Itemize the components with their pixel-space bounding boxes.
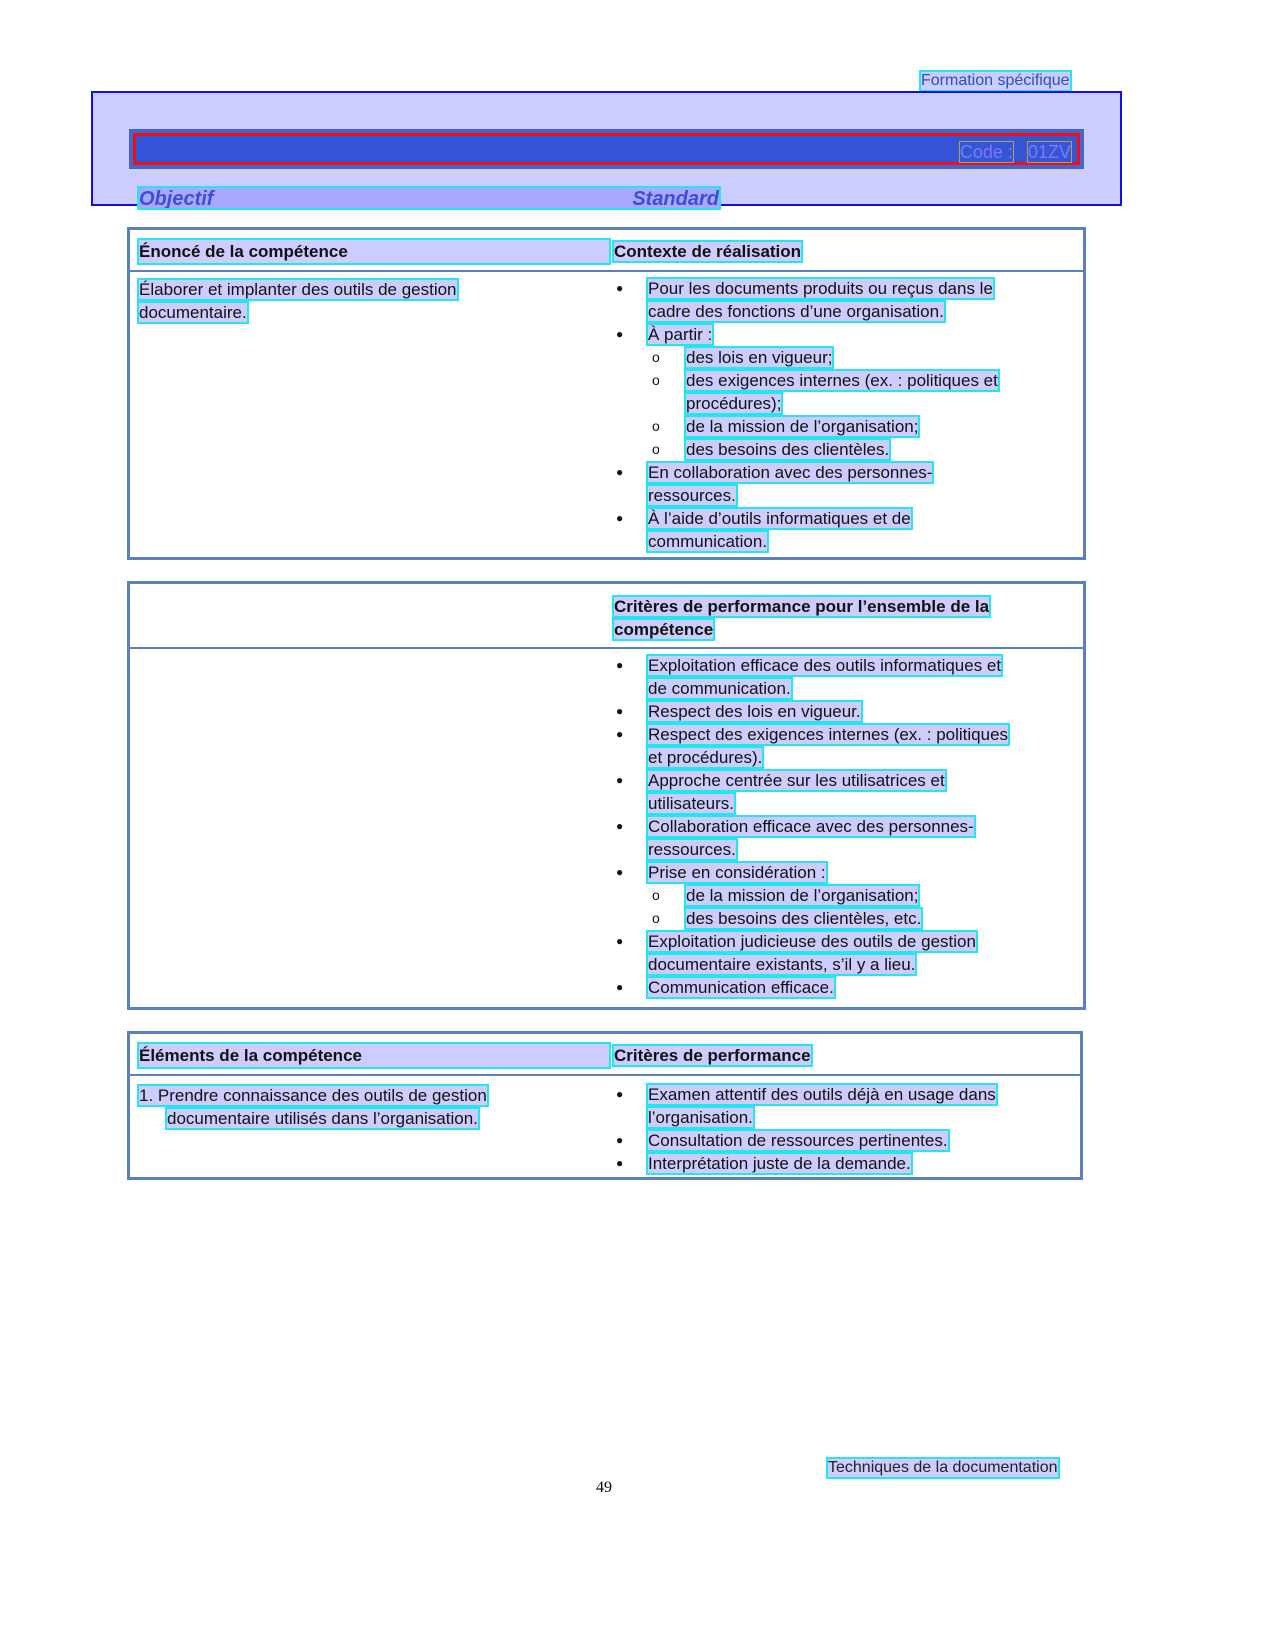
bullet-icon: ● <box>616 727 624 741</box>
bullet-item: ● Communication efficace. <box>616 978 834 997</box>
bullet-continuation: utilisateurs. <box>648 794 734 813</box>
bullet-icon: ● <box>616 511 624 525</box>
bullet-icon: ● <box>616 1087 624 1101</box>
sub-bullet-item: o de la mission de l’organisation; <box>652 417 919 436</box>
sub-bullet-item: o des besoins des clientèles. <box>652 440 890 459</box>
bullet-item: ● Respect des lois en vigueur. <box>616 702 861 721</box>
bullet-continuation: de communication. <box>648 679 791 698</box>
sub-bullet-icon: o <box>652 441 660 457</box>
code-value: 01ZV <box>1027 142 1071 162</box>
header-criteres: Critères de performance <box>614 1046 811 1065</box>
header-elements: Éléments de la compétence <box>139 1044 609 1067</box>
sub-bullet-icon: o <box>652 349 660 365</box>
bullet-item: ● Prise en considération : <box>616 863 826 882</box>
text-line: compétence <box>614 620 714 639</box>
bullet-item: ● En collaboration avec des personnes- <box>616 463 933 482</box>
sub-bullet-item: o de la mission de l’organisation; <box>652 886 919 905</box>
bullet-icon: ● <box>616 819 624 833</box>
sub-bullet-icon: o <box>652 418 660 434</box>
bullet-icon: ● <box>616 773 624 787</box>
bullet-continuation: ressources. <box>648 486 736 505</box>
objective-standard-row <box>139 188 719 208</box>
text-line: Élaborer et implanter des outils de gestion <box>139 280 457 299</box>
bullet-icon: ● <box>616 1133 624 1147</box>
bullet-continuation: procédures); <box>686 394 782 413</box>
text-line: 1. Prendre connaissance des outils de gestion <box>139 1086 487 1105</box>
bullet-item: ● Respect des exigences internes (ex. : politiques <box>616 725 1009 744</box>
sub-bullet-item: o des besoins des clientèles, etc. <box>652 909 922 928</box>
header-contexte: Contexte de réalisation <box>614 242 802 261</box>
bullet-icon: ● <box>616 704 624 718</box>
bullet-item: ● Consultation de ressources pertinentes. <box>616 1131 948 1150</box>
bullet-continuation: ressources. <box>648 840 736 859</box>
bullet-continuation: communication. <box>648 532 768 551</box>
sub-bullet-icon: o <box>652 372 660 388</box>
bullet-icon: ● <box>616 934 624 948</box>
bullet-icon: ● <box>616 980 624 994</box>
bullet-item: ● Interprétation juste de la demande. <box>616 1154 911 1173</box>
bullet-item: ● Exploitation judicieuse des outils de gestion <box>616 932 976 951</box>
sub-bullet-icon: o <box>652 887 660 903</box>
bullet-item: ● Examen attentif des outils déjà en usage dans <box>616 1085 996 1104</box>
bullet-continuation: et procédures). <box>648 748 763 767</box>
sub-bullet-item: o des lois en vigueur; <box>652 348 833 367</box>
bullet-icon: ● <box>616 465 624 479</box>
sub-bullet-item: o des exigences internes (ex. : politiques et <box>652 371 998 390</box>
page-number: 49 <box>596 1479 612 1496</box>
bullet-item: ● À l’aide d’outils informatiques et de <box>616 509 911 528</box>
bullet-item: ● Exploitation efficace des outils informatiques et <box>616 656 1002 675</box>
bullet-icon: ● <box>616 865 624 879</box>
sub-bullet-icon: o <box>652 910 660 926</box>
table-enonce-contexte <box>127 227 1086 560</box>
bullet-icon: ● <box>616 327 624 341</box>
code-label: Code : <box>959 142 1013 162</box>
bullet-item: ● Pour les documents produits ou reçus dans le <box>616 279 993 298</box>
table-elements-criteres <box>127 1031 1083 1180</box>
bullet-icon: ● <box>616 1156 624 1170</box>
text-line: Critères de performance pour l’ensemble de la <box>614 597 990 616</box>
competency-code <box>960 142 1071 163</box>
bullet-icon: ● <box>616 281 624 295</box>
bullet-continuation: cadre des fonctions d’une organisation. <box>648 302 944 321</box>
standard-label: Standard <box>632 188 719 210</box>
bullet-continuation: documentaire existants, s’il y a lieu. <box>648 955 916 974</box>
footer-program: Techniques de la documentation <box>828 1459 1058 1476</box>
table-criteres-ensemble <box>127 581 1086 1010</box>
bullet-item: ● Approche centrée sur les utilisatrices et <box>616 771 945 790</box>
code-bar <box>129 129 1084 169</box>
header-enonce: Énoncé de la compétence <box>139 240 609 263</box>
bullet-item: ● Collaboration efficace avec des personnes- <box>616 817 974 836</box>
bullet-item: ● À partir : <box>616 325 713 344</box>
text-line: documentaire utilisés dans l’organisation. <box>167 1109 478 1128</box>
bullet-continuation: l’organisation. <box>648 1108 753 1127</box>
bullet-icon: ● <box>616 658 624 672</box>
running-title: Formation spécifique <box>921 72 1070 89</box>
text-line: documentaire. <box>139 303 247 322</box>
objectif-label: Objectif <box>139 188 214 210</box>
competency-header-box <box>91 91 1122 210</box>
